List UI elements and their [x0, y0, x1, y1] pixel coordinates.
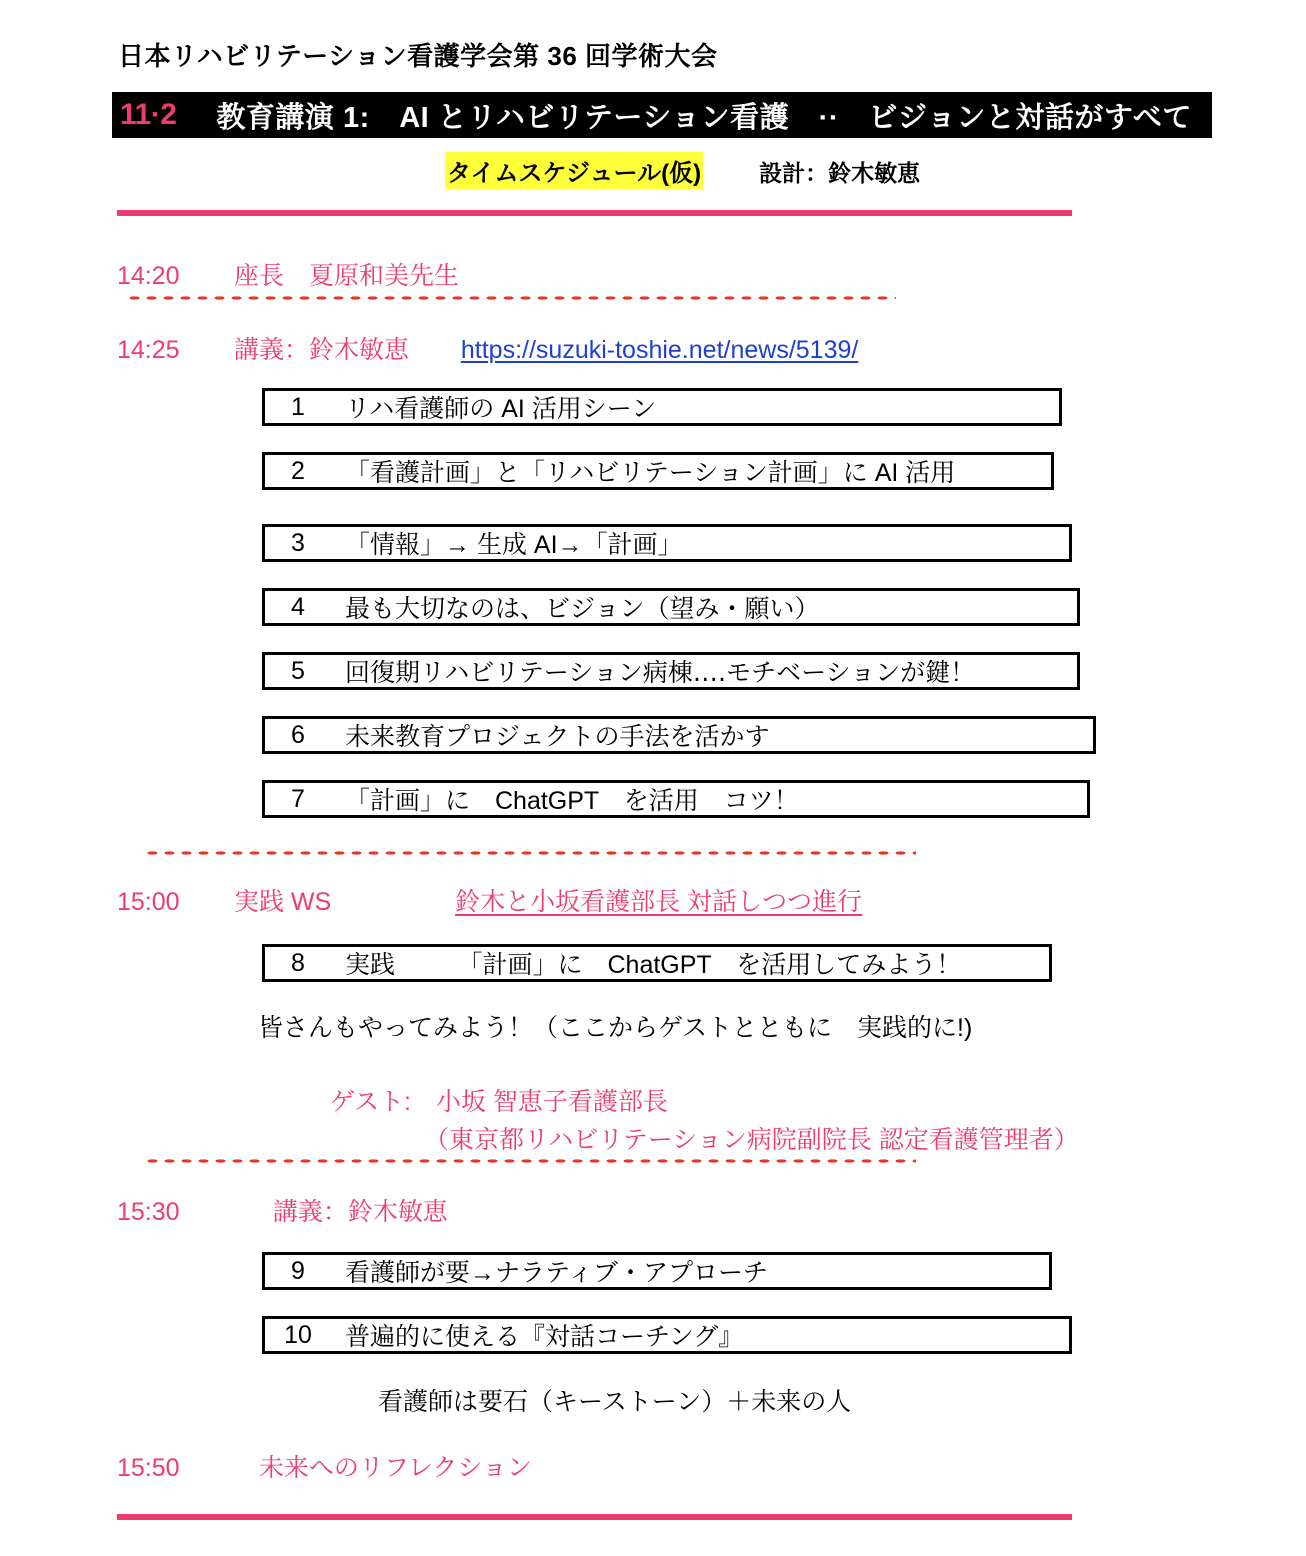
agenda-item-text: 看護師が要→ナラティブ・アプローチ	[345, 1259, 769, 1287]
session-url-link[interactable]: https://suzuki-toshie.net/news/5139/	[460, 336, 859, 364]
agenda-item-number: 7	[291, 784, 305, 813]
schedule-time: 14:20	[117, 262, 180, 290]
agenda-item-text: 回復期リハビリテーション病棟‥‥モチベーションが鍵！	[345, 659, 976, 687]
agenda-item-box	[262, 716, 1096, 754]
title-bar	[112, 92, 1212, 138]
schedule-note: 鈴木と小坂看護部長 対話しつつ進行	[455, 888, 863, 916]
agenda-item-box	[262, 780, 1090, 818]
agenda-item-number: 2	[291, 456, 305, 485]
schedule-row-1420	[117, 256, 459, 292]
top-divider	[117, 210, 1072, 216]
schedule-row-1530	[117, 1192, 448, 1228]
agenda-item-box	[262, 1316, 1072, 1354]
agenda-item-box	[262, 944, 1052, 982]
guest-name: ゲスト: 小坂 智恵子看護部長	[330, 1088, 668, 1116]
agenda-item-number: 4	[291, 592, 305, 621]
agenda-item-number: 5	[291, 656, 305, 685]
bottom-divider	[117, 1514, 1072, 1520]
agenda-item-number: 6	[291, 720, 305, 749]
schedule-label: 講義：鈴木敏恵	[233, 336, 409, 364]
schedule-time: 15:00	[117, 888, 180, 916]
schedule-time: 14:25	[117, 336, 180, 364]
agenda-item-text: 最も大切なのは、ビジョン（望み・願い）	[345, 595, 820, 623]
dotted-divider-2	[144, 850, 916, 856]
agenda-item-text: 未来教育プロジェクトの手法を活かす	[345, 723, 770, 751]
schedule-row-1500	[117, 882, 862, 918]
schedule-row-1425	[117, 330, 858, 366]
agenda-item-box	[262, 1252, 1052, 1290]
agenda-item-number: 9	[291, 1256, 305, 1285]
keystone-note: 看護師は要石（キーストーン）＋未来の人	[378, 1388, 852, 1416]
agenda-item-text: 「看護計画」と「リハビリテーション計画」に AI 活用	[345, 459, 956, 487]
schedule-label: 未来へのリフレクション	[258, 1454, 532, 1482]
agenda-item-box	[262, 588, 1080, 626]
schedule-label: 実践 WS	[233, 888, 332, 916]
agenda-item-box	[262, 452, 1054, 490]
agenda-item-text: リハ看護師の AI 活用シーン	[345, 395, 657, 423]
agenda-item-text: 普遍的に使える『対話コーチング』	[345, 1323, 744, 1351]
guest-affiliation: （東京都リハビリテーション病院副院長 認定看護管理者）	[424, 1126, 1079, 1154]
agenda-item-box	[262, 388, 1062, 426]
dotted-divider-3	[144, 1158, 916, 1164]
agenda-item-number: 8	[291, 948, 305, 977]
agenda-item-number: 1	[291, 392, 305, 421]
subtitle-row	[445, 152, 920, 189]
agenda-item-number: 3	[291, 528, 305, 557]
agenda-item-box	[262, 652, 1080, 690]
agenda-item-text: 実践 「計画」に ChatGPT を活用してみよう！	[345, 951, 962, 979]
schedule-time: 15:30	[117, 1198, 180, 1226]
conference-header: 日本リハビリテーション看護学会第 36 回学術大会	[118, 41, 718, 71]
schedule-label: 座長 夏原和美先生	[233, 262, 459, 290]
schedule-time: 15:50	[117, 1454, 180, 1482]
agenda-item-number: 10	[284, 1320, 312, 1349]
agenda-item-box	[262, 524, 1072, 562]
agenda-item-text: 「計画」に ChatGPT を活用 コツ！	[345, 787, 799, 815]
schedule-row-1550	[117, 1448, 532, 1484]
session-number: 11·2	[120, 98, 177, 131]
dotted-divider-1	[126, 295, 896, 301]
designer-label: 設計：鈴木敏恵	[759, 160, 921, 186]
try-together-note: 皆さんもやってみよう！（ここからゲストとともに 実践的に!)	[258, 1014, 973, 1042]
timetable-highlight-label: タイムスケジュール(仮)	[445, 152, 703, 189]
schedule-label: 講義：鈴木敏恵	[272, 1198, 448, 1226]
session-title: 教育講演 1: AI とリハビリテーション看護 ·· ビジョンと対話がすべて	[216, 101, 1192, 134]
agenda-item-text: 「情報」→ 生成 AI→「計画」	[345, 531, 683, 559]
